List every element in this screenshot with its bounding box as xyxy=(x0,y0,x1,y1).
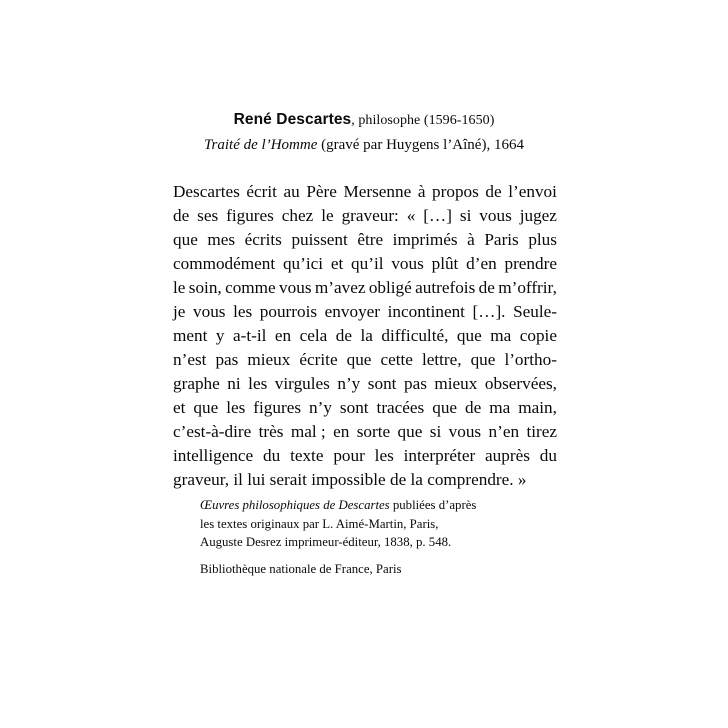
quote-word: que xyxy=(193,398,219,417)
quote-word: observées, xyxy=(484,374,557,393)
quote-word: si xyxy=(429,422,442,441)
quote-word: le xyxy=(173,278,186,297)
quote-word: n’y xyxy=(309,398,332,417)
quote-word: de xyxy=(173,206,190,225)
heading-block xyxy=(0,108,728,157)
quote-word: m’offrir, xyxy=(498,278,557,297)
quote-word: ma xyxy=(489,398,511,417)
quote-word: être xyxy=(357,230,384,249)
quote-word: de xyxy=(335,326,353,345)
quote-line-text: graveur, il lui serait impossible de la comprendre. » xyxy=(173,470,527,489)
quote-word: du xyxy=(263,446,281,465)
quote-word: virgules xyxy=(274,374,330,393)
quote-word: cela xyxy=(299,326,328,345)
quote-word: soin, xyxy=(188,278,222,297)
quote-line xyxy=(173,348,557,372)
quote-word: graveur: xyxy=(341,206,399,225)
quote-word: au xyxy=(283,182,300,201)
quote-word: obligé xyxy=(368,278,412,297)
quote-word: ni xyxy=(227,374,241,393)
quote-word: Père xyxy=(306,182,337,201)
quote-word: qu’il xyxy=(351,254,384,273)
quote-word: je xyxy=(173,302,186,321)
quote-word: Mersenne xyxy=(343,182,412,201)
quote-word: vous xyxy=(448,422,482,441)
citation-source-title: Œuvres philosophiques de Descartes xyxy=(200,498,390,512)
heading-line-author xyxy=(0,108,728,133)
quote-word: tracées xyxy=(376,398,425,417)
quote-word: plût xyxy=(431,254,459,273)
quote-word: pas xyxy=(403,374,427,393)
quote-word: du xyxy=(539,446,557,465)
quote-word: figures xyxy=(253,398,302,417)
quote-body xyxy=(173,180,557,492)
quote-word: m’avez xyxy=(314,278,366,297)
quote-line xyxy=(173,372,557,396)
quote-word: cette xyxy=(380,350,413,369)
quote-word: l’ortho- xyxy=(504,350,557,369)
quote-word: plus xyxy=(528,230,557,249)
quote-word: vous xyxy=(391,254,424,273)
quote-word: si xyxy=(459,206,472,225)
quote-word: figures xyxy=(226,206,274,225)
quote-word: mieux xyxy=(434,374,478,393)
quote-word: comme xyxy=(225,278,276,297)
quote-word: que xyxy=(173,230,198,249)
quote-word: et xyxy=(173,398,186,417)
quote-line xyxy=(173,420,557,444)
quote-word: d’en xyxy=(466,254,497,273)
quote-word: écrits xyxy=(244,230,282,249)
quote-word: l’envoi xyxy=(508,182,557,201)
author-role: , philosophe (1596-1650) xyxy=(351,113,495,128)
quote-word: écrit xyxy=(246,182,277,201)
quote-word: graphe xyxy=(173,374,220,393)
quote-word: de xyxy=(485,182,502,201)
quote-word: intelligence xyxy=(173,446,254,465)
quote-word: les xyxy=(233,302,253,321)
quote-word: vous xyxy=(479,206,512,225)
institution-credit: Bibliothèque nationale de France, Paris xyxy=(200,562,402,576)
quote-word: ses xyxy=(197,206,219,225)
quote-word: jugez xyxy=(519,206,557,225)
quote-line xyxy=(173,180,557,204)
quote-word: propos xyxy=(432,182,479,201)
quote-word: n’y xyxy=(337,374,361,393)
quote-line xyxy=(173,204,557,228)
quote-word: main, xyxy=(518,398,557,417)
quote-word: sont xyxy=(339,398,369,417)
quote-word: copie xyxy=(519,326,557,345)
quote-word: les xyxy=(374,446,394,465)
heading-line-work xyxy=(0,133,728,157)
quote-word: pour xyxy=(333,446,365,465)
quote-word: y xyxy=(215,326,225,345)
quote-word: vous xyxy=(193,302,226,321)
citation-line-1-rest: publiées d’après xyxy=(389,498,477,512)
citation-block xyxy=(200,496,600,552)
quote-word: sont xyxy=(367,374,397,393)
quote-word: que xyxy=(470,350,496,369)
quote-word: mal ; xyxy=(290,422,326,441)
quote-word: que xyxy=(432,398,458,417)
quote-word: tirez xyxy=(526,422,557,441)
quote-word: envoyer xyxy=(324,302,381,321)
quote-word: écrite xyxy=(299,350,338,369)
quote-word: n’en xyxy=(488,422,520,441)
quote-line xyxy=(173,468,557,492)
quote-word: le xyxy=(321,206,334,225)
quote-word: en xyxy=(274,326,292,345)
quote-word: c’est-à-dire xyxy=(173,422,252,441)
quote-word: incontinent xyxy=(387,302,465,321)
quote-word: imprimés xyxy=(392,230,458,249)
quote-word: ma xyxy=(490,326,512,345)
quote-word: Descartes xyxy=(173,182,240,201)
quote-line xyxy=(173,324,557,348)
quote-line xyxy=(173,228,557,252)
quote-word: la xyxy=(360,326,373,345)
quote-word: commodément xyxy=(173,254,276,273)
quote-word: Seule- xyxy=(513,302,557,321)
quote-word: pas xyxy=(215,350,239,369)
quote-word: texte xyxy=(290,446,324,465)
work-title: Traité de l’Homme xyxy=(204,137,318,153)
quote-word: très xyxy=(258,422,284,441)
quote-word: mieux xyxy=(247,350,291,369)
quote-word: pourrois xyxy=(259,302,318,321)
quote-line xyxy=(173,276,557,300)
quote-word: autrefois xyxy=(415,278,476,297)
citation-line-2: les textes originaux par L. Aimé-Martin, Paris, xyxy=(200,516,439,531)
author-name: René Descartes xyxy=(233,111,352,128)
quote-word: sorte xyxy=(356,422,391,441)
quote-word: de xyxy=(465,398,482,417)
quote-word: que xyxy=(346,350,372,369)
quote-line xyxy=(173,252,557,276)
quote-word: mes xyxy=(207,230,236,249)
quote-line xyxy=(173,300,557,324)
quote-line xyxy=(173,444,557,468)
quote-word: les xyxy=(248,374,268,393)
quote-word: qu’ici xyxy=(282,254,324,273)
citation-line-1 xyxy=(200,496,600,515)
work-detail: (gravé par Huygens l’Aîné), 1664 xyxy=(317,137,524,153)
quote-word: […] xyxy=(423,206,452,225)
quote-word: « xyxy=(406,206,416,225)
quote-word: difficulté, xyxy=(381,326,449,345)
quote-word: et xyxy=(330,254,344,273)
quote-word: a-t-il xyxy=(232,326,267,345)
quote-word: prendre xyxy=(504,254,557,273)
citation-line-3: Auguste Desrez imprimeur-éditeur, 1838, p. 548. xyxy=(200,535,452,549)
quote-word: chez xyxy=(281,206,314,225)
quote-word: les xyxy=(226,398,246,417)
quote-word: ment xyxy=(173,326,208,345)
quote-word: auprès xyxy=(485,446,530,465)
quote-word: interpréter xyxy=(403,446,476,465)
quote-word: lettre, xyxy=(421,350,462,369)
quote-word: n’est xyxy=(173,350,207,369)
quote-word: de xyxy=(478,278,495,297)
quote-word: que xyxy=(397,422,423,441)
quote-word: puissent xyxy=(291,230,348,249)
quote-word: Paris xyxy=(484,230,519,249)
quote-word: en xyxy=(333,422,350,441)
quote-word: que xyxy=(456,326,482,345)
quote-word: à xyxy=(467,230,475,249)
quote-word: […]. xyxy=(472,302,506,321)
quote-line xyxy=(173,396,557,420)
quote-word: vous xyxy=(279,278,312,297)
quote-word: à xyxy=(417,182,426,201)
